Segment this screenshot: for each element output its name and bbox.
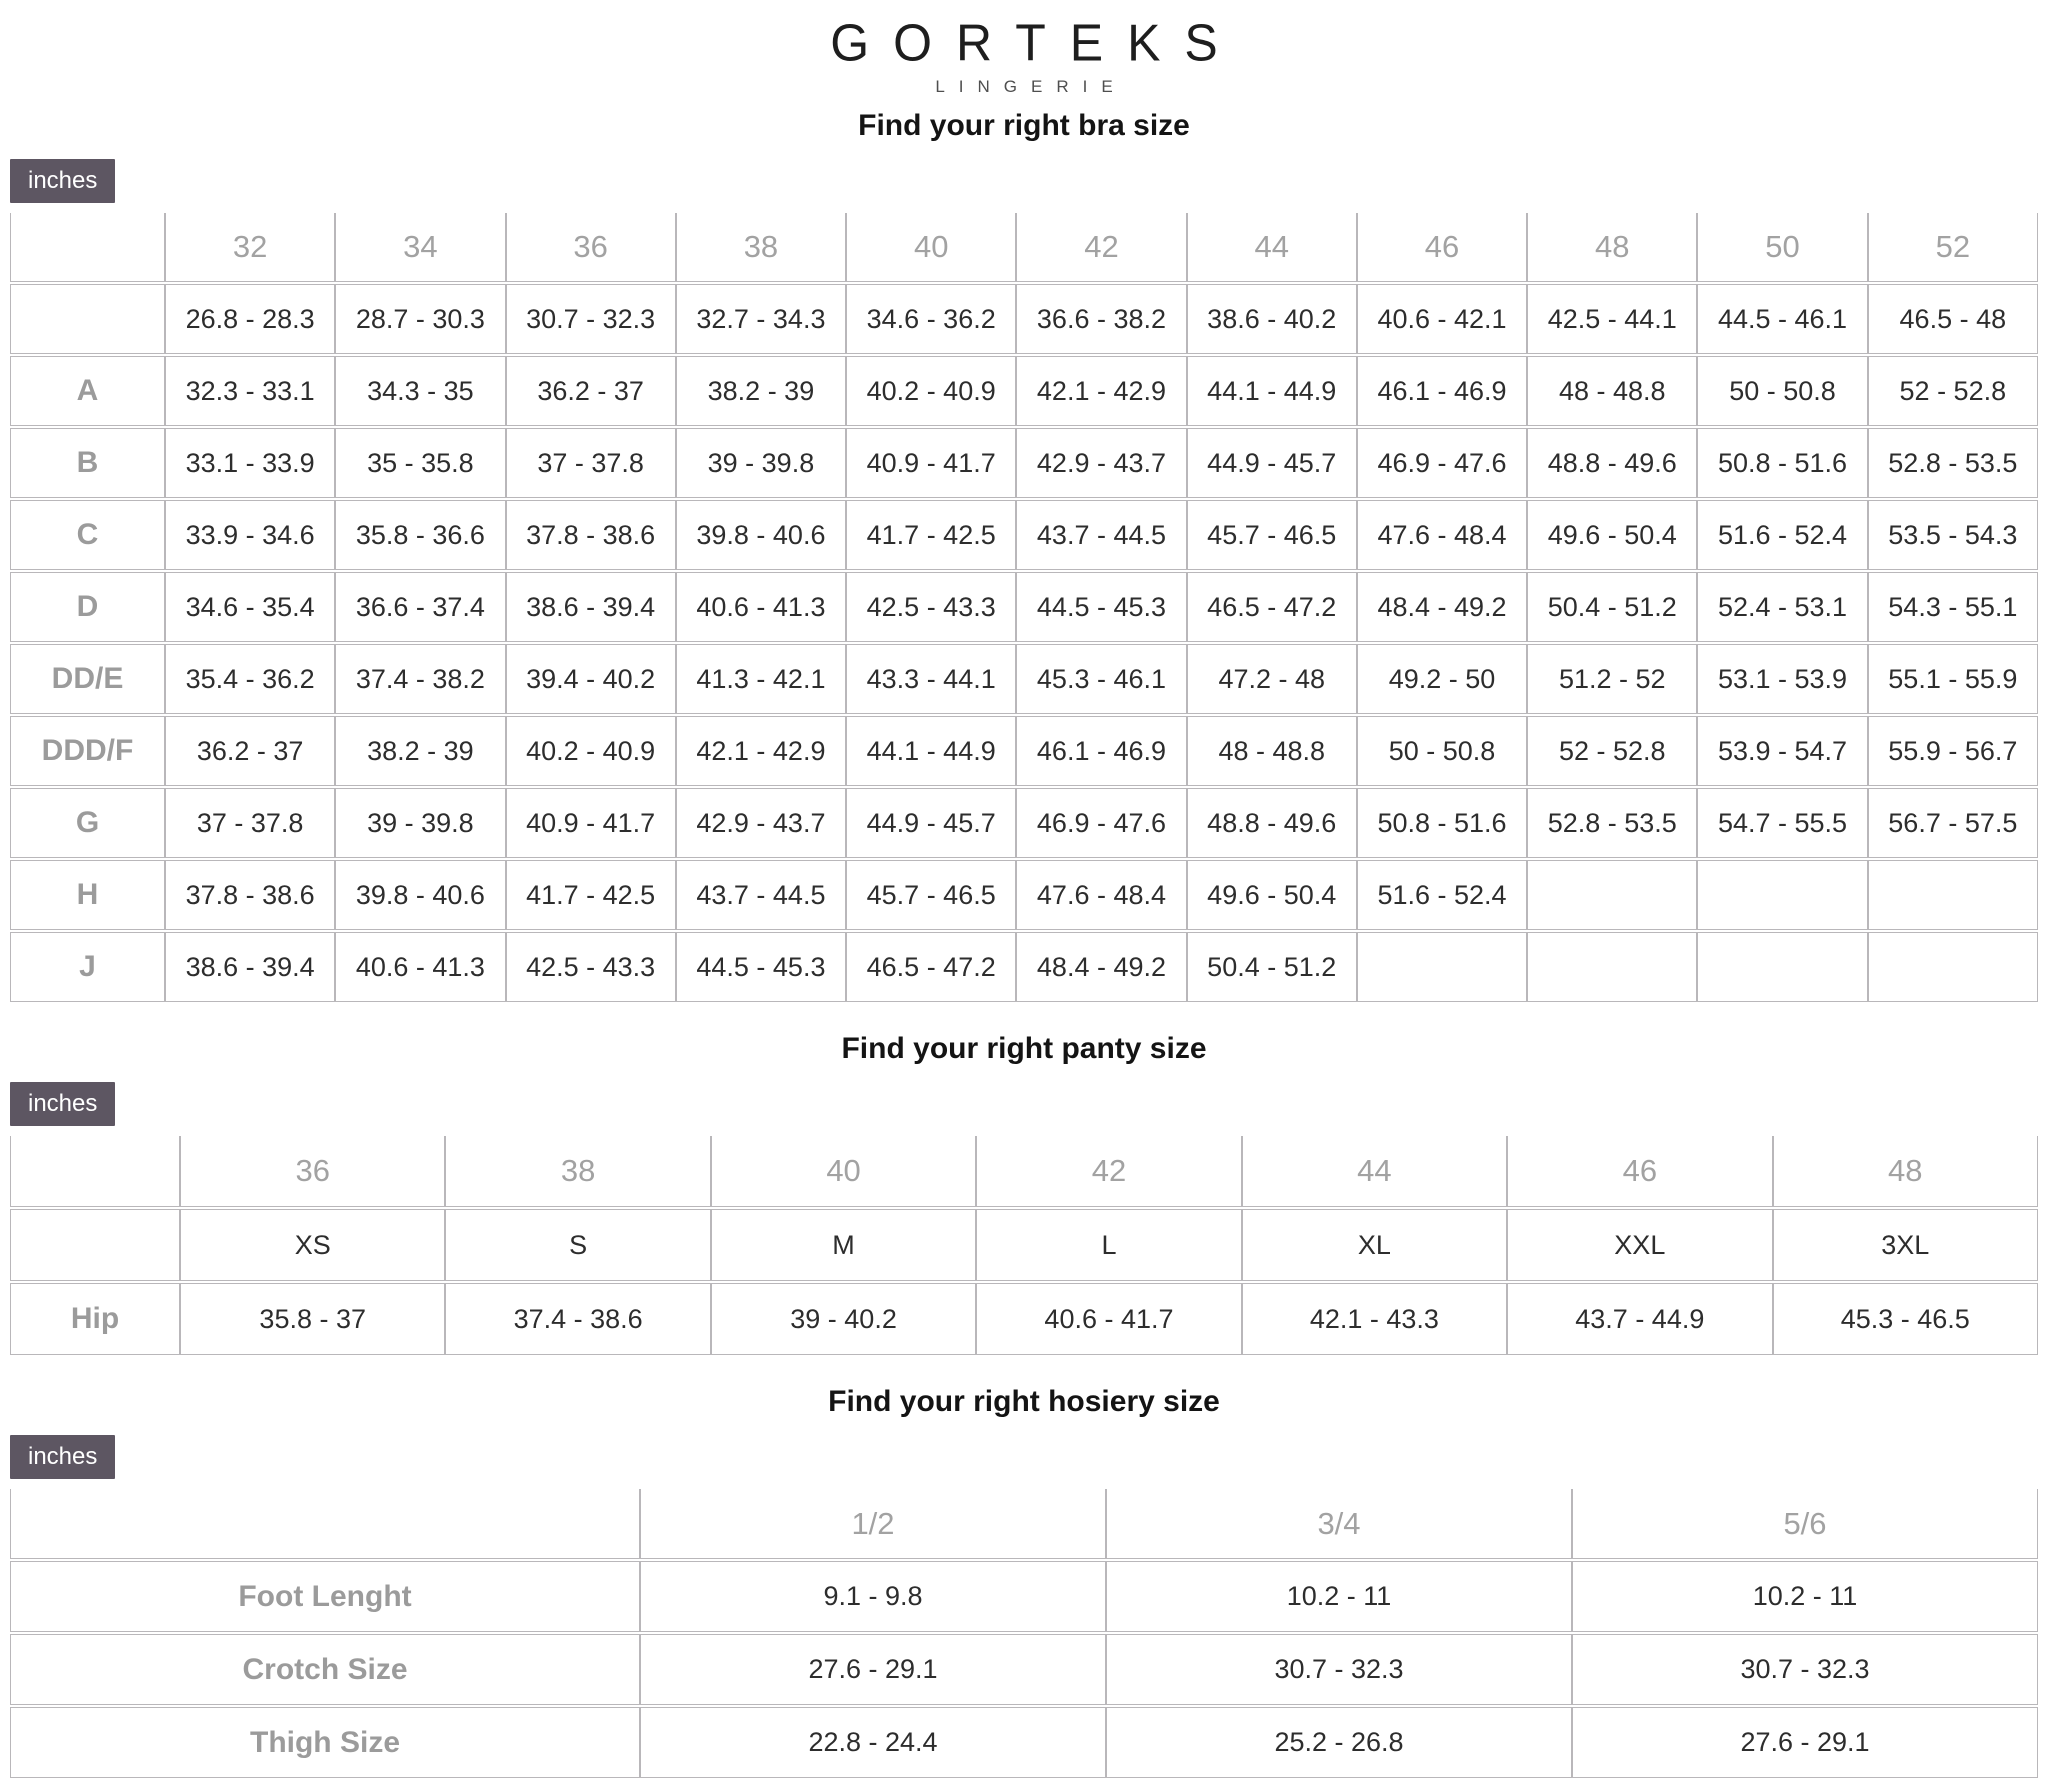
size-header-cell: 42 <box>976 1136 1241 1207</box>
panty-unit-row <box>10 1082 2038 1126</box>
range-cell: 3XL <box>1773 1209 2038 1281</box>
table-row <box>10 284 2038 354</box>
range-cell: 47.6 - 48.4 <box>1016 860 1186 930</box>
range-cell: 30.7 - 32.3 <box>506 284 676 354</box>
range-cell: 50.4 - 51.2 <box>1527 572 1697 642</box>
range-cell: 55.9 - 56.7 <box>1868 716 2038 786</box>
range-cell: 47.2 - 48 <box>1187 644 1357 714</box>
range-cell: L <box>976 1209 1241 1281</box>
range-cell: 39 - 39.8 <box>676 428 846 498</box>
range-cell: 40.6 - 41.3 <box>335 932 505 1002</box>
range-cell: 39 - 40.2 <box>711 1283 976 1355</box>
row-label-cell: A <box>10 356 165 426</box>
brand-logo: GORTEKS <box>830 13 1242 73</box>
panty-section-title: Find your right panty size <box>841 1032 1207 1065</box>
size-header-cell: 44 <box>1242 1136 1507 1207</box>
size-header-cell: 42 <box>1016 213 1186 282</box>
unit-toggle-panty[interactable]: inches <box>10 1082 115 1126</box>
range-cell: 41.7 - 42.5 <box>506 860 676 930</box>
range-cell: 49.6 - 50.4 <box>1187 860 1357 930</box>
panty-size-table <box>10 1134 2038 1357</box>
range-cell: 35.4 - 36.2 <box>165 644 335 714</box>
row-label-cell: C <box>10 500 165 570</box>
range-cell: 30.7 - 32.3 <box>1106 1634 1572 1705</box>
range-cell: 27.6 - 29.1 <box>1572 1707 2038 1778</box>
range-cell: 45.7 - 46.5 <box>846 860 1016 930</box>
range-cell: 46.9 - 47.6 <box>1016 788 1186 858</box>
size-header-row <box>10 1489 2038 1559</box>
row-label-cell: Foot Lenght <box>10 1561 640 1632</box>
range-cell: S <box>445 1209 710 1281</box>
range-cell: 52.4 - 53.1 <box>1697 572 1867 642</box>
range-cell: 40.6 - 41.7 <box>976 1283 1241 1355</box>
range-cell: 42.5 - 43.3 <box>846 572 1016 642</box>
range-cell: 38.6 - 39.4 <box>165 932 335 1002</box>
range-cell: 44.1 - 44.9 <box>846 716 1016 786</box>
brand-logo-subtitle: LINGERIE <box>935 77 1127 96</box>
table-row <box>10 1283 2038 1355</box>
range-cell: 43.7 - 44.5 <box>676 860 846 930</box>
range-cell: XS <box>180 1209 445 1281</box>
range-cell: 48.4 - 49.2 <box>1016 932 1186 1002</box>
range-cell: 46.1 - 46.9 <box>1016 716 1186 786</box>
range-cell: 45.7 - 46.5 <box>1187 500 1357 570</box>
range-cell: 44.9 - 45.7 <box>846 788 1016 858</box>
range-cell: 42.5 - 43.3 <box>506 932 676 1002</box>
size-header-row <box>10 213 2038 282</box>
range-cell: 25.2 - 26.8 <box>1106 1707 1572 1778</box>
range-cell: 42.9 - 43.7 <box>676 788 846 858</box>
range-cell: 37.8 - 38.6 <box>165 860 335 930</box>
row-label-cell: DD/E <box>10 644 165 714</box>
size-header-cell: 38 <box>676 213 846 282</box>
range-cell: 48.8 - 49.6 <box>1187 788 1357 858</box>
range-cell: 41.7 - 42.5 <box>846 500 1016 570</box>
range-cell: 48 - 48.8 <box>1527 356 1697 426</box>
range-cell: 48.4 - 49.2 <box>1357 572 1527 642</box>
size-header-cell: 50 <box>1697 213 1867 282</box>
table-row <box>10 932 2038 1002</box>
range-cell: 48.8 - 49.6 <box>1527 428 1697 498</box>
range-cell: 46.1 - 46.9 <box>1357 356 1527 426</box>
range-cell: 36.2 - 37 <box>165 716 335 786</box>
range-cell: 40.9 - 41.7 <box>846 428 1016 498</box>
bra-section-title: Find your right bra size <box>858 109 1190 142</box>
brand-header <box>10 0 2038 97</box>
range-cell: 43.7 - 44.5 <box>1016 500 1186 570</box>
range-cell: 55.1 - 55.9 <box>1868 644 2038 714</box>
table-row <box>10 644 2038 714</box>
range-cell: 46.5 - 47.2 <box>846 932 1016 1002</box>
table-row <box>10 860 2038 930</box>
hosiery-size-table <box>10 1487 2038 1780</box>
range-cell: 35.8 - 37 <box>180 1283 445 1355</box>
range-cell: 28.7 - 30.3 <box>335 284 505 354</box>
size-header-cell: 48 <box>1773 1136 2038 1207</box>
range-cell <box>1697 860 1867 930</box>
range-cell: 38.2 - 39 <box>335 716 505 786</box>
range-cell: 52 - 52.8 <box>1527 716 1697 786</box>
range-cell: 40.6 - 42.1 <box>1357 284 1527 354</box>
size-header-cell: 44 <box>1187 213 1357 282</box>
row-label-cell <box>10 284 165 354</box>
range-cell: 37.8 - 38.6 <box>506 500 676 570</box>
range-cell: 26.8 - 28.3 <box>165 284 335 354</box>
range-cell <box>1527 932 1697 1002</box>
range-cell: 30.7 - 32.3 <box>1572 1634 2038 1705</box>
table-row <box>10 716 2038 786</box>
range-cell: 34.6 - 36.2 <box>846 284 1016 354</box>
table-row <box>10 1707 2038 1778</box>
range-cell: 33.9 - 34.6 <box>165 500 335 570</box>
range-cell <box>1527 860 1697 930</box>
range-cell: 50 - 50.8 <box>1357 716 1527 786</box>
table-row <box>10 1634 2038 1705</box>
range-cell: 50.8 - 51.6 <box>1357 788 1527 858</box>
range-cell: 42.1 - 42.9 <box>1016 356 1186 426</box>
size-header-cell: 48 <box>1527 213 1697 282</box>
table-row <box>10 1561 2038 1632</box>
size-header-cell: 36 <box>506 213 676 282</box>
unit-toggle-hosiery[interactable]: inches <box>10 1435 115 1479</box>
range-cell: 36.6 - 37.4 <box>335 572 505 642</box>
range-cell: 39.8 - 40.6 <box>676 500 846 570</box>
size-header-row <box>10 1136 2038 1207</box>
row-label-cell: Hip <box>10 1283 180 1355</box>
range-cell: 38.2 - 39 <box>676 356 846 426</box>
range-cell: 38.6 - 39.4 <box>506 572 676 642</box>
range-cell <box>1868 932 2038 1002</box>
range-cell: 50.4 - 51.2 <box>1187 932 1357 1002</box>
range-cell: XXL <box>1507 1209 1772 1281</box>
row-label-cell: J <box>10 932 165 1002</box>
range-cell: 51.2 - 52 <box>1527 644 1697 714</box>
range-cell: 9.1 - 9.8 <box>640 1561 1106 1632</box>
size-header-cell: 38 <box>445 1136 710 1207</box>
range-cell: 50.8 - 51.6 <box>1697 428 1867 498</box>
range-cell: XL <box>1242 1209 1507 1281</box>
range-cell: 42.5 - 44.1 <box>1527 284 1697 354</box>
table-row <box>10 428 2038 498</box>
range-cell: 44.9 - 45.7 <box>1187 428 1357 498</box>
row-label-cell: Thigh Size <box>10 1707 640 1778</box>
range-cell: 56.7 - 57.5 <box>1868 788 2038 858</box>
range-cell: 35 - 35.8 <box>335 428 505 498</box>
row-label-cell: G <box>10 788 165 858</box>
size-header-cell: 36 <box>180 1136 445 1207</box>
range-cell: 32.7 - 34.3 <box>676 284 846 354</box>
range-cell: 44.5 - 45.3 <box>1016 572 1186 642</box>
row-label-cell: DDD/F <box>10 716 165 786</box>
range-cell: 37 - 37.8 <box>506 428 676 498</box>
range-cell: 39.8 - 40.6 <box>335 860 505 930</box>
range-cell: 51.6 - 52.4 <box>1697 500 1867 570</box>
range-cell: 44.5 - 45.3 <box>676 932 846 1002</box>
row-label-cell: D <box>10 572 165 642</box>
range-cell: 54.3 - 55.1 <box>1868 572 2038 642</box>
corner-cell <box>10 213 165 282</box>
range-cell: 22.8 - 24.4 <box>640 1707 1106 1778</box>
range-cell: 44.1 - 44.9 <box>1187 356 1357 426</box>
size-header-cell: 40 <box>846 213 1016 282</box>
range-cell: 36.2 - 37 <box>506 356 676 426</box>
range-cell: 43.7 - 44.9 <box>1507 1283 1772 1355</box>
range-cell: 38.6 - 40.2 <box>1187 284 1357 354</box>
range-cell: 46.5 - 47.2 <box>1187 572 1357 642</box>
range-cell: 34.3 - 35 <box>335 356 505 426</box>
range-cell: 40.2 - 40.9 <box>506 716 676 786</box>
range-cell: 40.6 - 41.3 <box>676 572 846 642</box>
corner-cell <box>10 1489 640 1559</box>
table-row <box>10 788 2038 858</box>
range-cell: 43.3 - 44.1 <box>846 644 1016 714</box>
range-cell: 46.5 - 48 <box>1868 284 2038 354</box>
range-cell: 40.2 - 40.9 <box>846 356 1016 426</box>
range-cell: 53.5 - 54.3 <box>1868 500 2038 570</box>
range-cell: 36.6 - 38.2 <box>1016 284 1186 354</box>
range-cell: 45.3 - 46.1 <box>1016 644 1186 714</box>
range-cell: 37.4 - 38.6 <box>445 1283 710 1355</box>
size-header-cell: 1/2 <box>640 1489 1106 1559</box>
size-header-cell: 5/6 <box>1572 1489 2038 1559</box>
row-label-cell: Crotch Size <box>10 1634 640 1705</box>
range-cell: 32.3 - 33.1 <box>165 356 335 426</box>
range-cell: 40.9 - 41.7 <box>506 788 676 858</box>
range-cell: 52.8 - 53.5 <box>1868 428 2038 498</box>
table-row <box>10 356 2038 426</box>
size-header-cell: 40 <box>711 1136 976 1207</box>
hosiery-unit-row <box>10 1435 2038 1479</box>
size-header-cell: 32 <box>165 213 335 282</box>
range-cell: 42.9 - 43.7 <box>1016 428 1186 498</box>
table-row <box>10 1209 2038 1281</box>
range-cell: 49.6 - 50.4 <box>1527 500 1697 570</box>
range-cell: 35.8 - 36.6 <box>335 500 505 570</box>
range-cell: 42.1 - 43.3 <box>1242 1283 1507 1355</box>
range-cell: 39.4 - 40.2 <box>506 644 676 714</box>
range-cell: 10.2 - 11 <box>1572 1561 2038 1632</box>
range-cell: 10.2 - 11 <box>1106 1561 1572 1632</box>
row-label-cell: B <box>10 428 165 498</box>
range-cell: 49.2 - 50 <box>1357 644 1527 714</box>
size-header-cell: 52 <box>1868 213 2038 282</box>
range-cell: 33.1 - 33.9 <box>165 428 335 498</box>
size-header-cell: 3/4 <box>1106 1489 1572 1559</box>
range-cell: 37.4 - 38.2 <box>335 644 505 714</box>
range-cell: 50 - 50.8 <box>1697 356 1867 426</box>
range-cell: 53.1 - 53.9 <box>1697 644 1867 714</box>
range-cell: 34.6 - 35.4 <box>165 572 335 642</box>
range-cell: 45.3 - 46.5 <box>1773 1283 2038 1355</box>
range-cell <box>1357 932 1527 1002</box>
range-cell: 53.9 - 54.7 <box>1697 716 1867 786</box>
size-header-cell: 34 <box>335 213 505 282</box>
range-cell: 46.9 - 47.6 <box>1357 428 1527 498</box>
corner-cell <box>10 1136 180 1207</box>
table-row <box>10 572 2038 642</box>
range-cell: 42.1 - 42.9 <box>676 716 846 786</box>
range-cell: 41.3 - 42.1 <box>676 644 846 714</box>
range-cell: 52 - 52.8 <box>1868 356 2038 426</box>
range-cell: 37 - 37.8 <box>165 788 335 858</box>
size-header-cell: 46 <box>1507 1136 1772 1207</box>
range-cell <box>1868 860 2038 930</box>
hosiery-section-title: Find your right hosiery size <box>828 1385 1220 1418</box>
range-cell: 44.5 - 46.1 <box>1697 284 1867 354</box>
range-cell: 48 - 48.8 <box>1187 716 1357 786</box>
range-cell <box>1697 932 1867 1002</box>
size-header-cell: 46 <box>1357 213 1527 282</box>
unit-toggle-bra[interactable]: inches <box>10 159 115 203</box>
range-cell: 47.6 - 48.4 <box>1357 500 1527 570</box>
bra-size-table <box>10 211 2038 1004</box>
row-label-cell: H <box>10 860 165 930</box>
range-cell: 54.7 - 55.5 <box>1697 788 1867 858</box>
row-label-cell <box>10 1209 180 1281</box>
range-cell: M <box>711 1209 976 1281</box>
range-cell: 27.6 - 29.1 <box>640 1634 1106 1705</box>
table-row <box>10 500 2038 570</box>
range-cell: 39 - 39.8 <box>335 788 505 858</box>
range-cell: 52.8 - 53.5 <box>1527 788 1697 858</box>
range-cell: 51.6 - 52.4 <box>1357 860 1527 930</box>
bra-unit-row <box>10 159 2038 203</box>
